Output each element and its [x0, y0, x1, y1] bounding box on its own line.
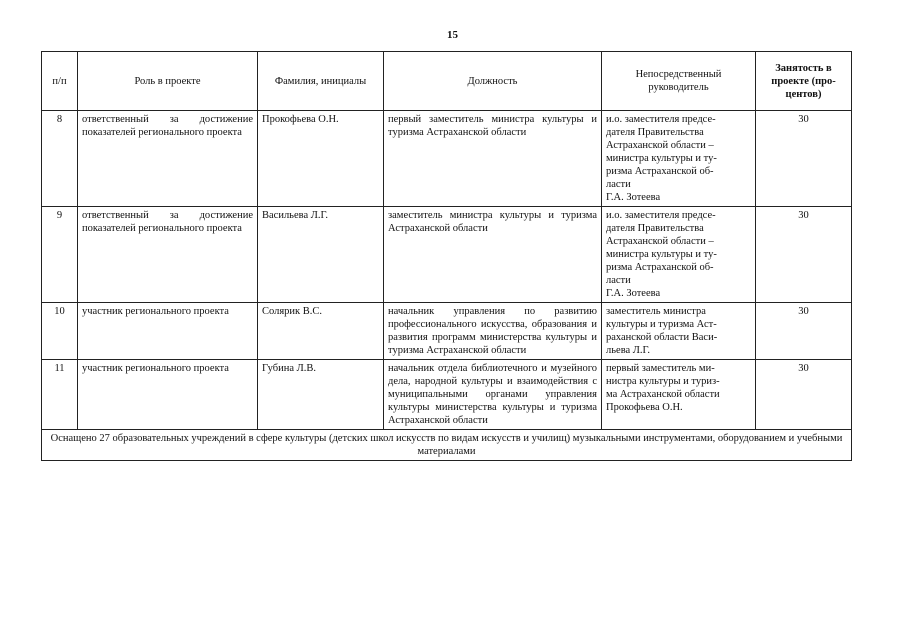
row-manager [602, 111, 756, 207]
table-row [42, 111, 852, 207]
page-number: 15 [447, 29, 458, 41]
row-name: Губина Л.В. [258, 360, 384, 430]
manager-line: ризма Астраханской об- [606, 166, 714, 177]
result-summary: Оснащено 27 образовательных учреждений в сфере культуры (детских школ искусств по видам искусств и училищ) музыкальными инструментами, оборудованием и учебными материалами [42, 430, 852, 461]
table-row [42, 207, 852, 303]
header-position: Должность [384, 52, 602, 111]
row-load: 30 [756, 303, 852, 360]
manager-line: Астраханской области – [606, 236, 714, 247]
row-manager [602, 360, 756, 430]
row-load: 30 [756, 360, 852, 430]
manager-line: ласти [606, 179, 631, 190]
manager-line: раханской области Васи- [606, 332, 718, 343]
row-position: первый заместитель министра культуры и туризма Астраханской области [384, 111, 602, 207]
row-num: 10 [42, 303, 78, 360]
row-position: начальник управления по развитию профессионального искусства, образования и развития программ министерства культуры и туризма Астраханской области [384, 303, 602, 360]
manager-line: дателя Правительства [606, 223, 704, 234]
table-row [42, 303, 852, 360]
header-load-line: Занятость в [775, 62, 832, 74]
header-role: Роль в проекте [78, 52, 258, 111]
row-role: ответственный за достижение показателей регионального проекта [78, 207, 258, 303]
manager-line: министра культуры и ту- [606, 153, 717, 164]
manager-line: Астраханской области – [606, 140, 714, 151]
row-name: Васильева Л.Г. [258, 207, 384, 303]
manager-line: льева Л.Г. [606, 345, 651, 356]
manager-line: министра культуры и ту- [606, 249, 717, 260]
row-role: ответственный за достижение показателей регионального проекта [78, 111, 258, 207]
table-header-row [42, 52, 852, 111]
row-manager [602, 207, 756, 303]
row-manager [602, 303, 756, 360]
row-num: 11 [42, 360, 78, 430]
manager-line: Г.А. Зотеева [606, 288, 661, 299]
manager-line: ласти [606, 275, 631, 286]
row-name: Солярик В.С. [258, 303, 384, 360]
table-row [42, 360, 852, 430]
manager-line: ризма Астраханской об- [606, 262, 714, 273]
manager-line: дателя Правительства [606, 127, 704, 138]
row-name: Прокофьева О.Н. [258, 111, 384, 207]
header-manager: Непосредственный руководитель [602, 52, 756, 111]
manager-line: нистра культуры и туриз- [606, 376, 720, 387]
manager-line: заместитель министра [606, 306, 706, 317]
row-role: участник регионального проекта [78, 360, 258, 430]
row-num: 9 [42, 207, 78, 303]
row-position: начальник отдела библиотечного и музейного дела, народной культуры и взаимодействия с муниципальными органами управления культуры министерства культуры и туризма Астраханской области [384, 360, 602, 430]
manager-line: и.о. заместителя предсе- [606, 210, 716, 221]
manager-line: и.о. заместителя предсе- [606, 114, 716, 125]
project-roles-table [41, 51, 852, 461]
row-role: участник регионального проекта [78, 303, 258, 360]
manager-line: культуры и туризма Аст- [606, 319, 717, 330]
table-footer-row [42, 430, 852, 461]
header-name: Фамилия, инициалы [258, 52, 384, 111]
header-load [756, 52, 852, 111]
row-load: 30 [756, 207, 852, 303]
manager-line: первый заместитель ми- [606, 363, 715, 374]
manager-line: ма Астраханской области [606, 389, 720, 400]
row-load: 30 [756, 111, 852, 207]
manager-line: Прокофьева О.Н. [606, 402, 683, 413]
header-load-line: центов) [785, 88, 822, 100]
header-load-line: проекте (про- [771, 75, 836, 87]
manager-line: Г.А. Зотеева [606, 192, 661, 203]
row-position: заместитель министра культуры и туризма Астраханской области [384, 207, 602, 303]
header-num: п/п [42, 52, 78, 111]
row-num: 8 [42, 111, 78, 207]
